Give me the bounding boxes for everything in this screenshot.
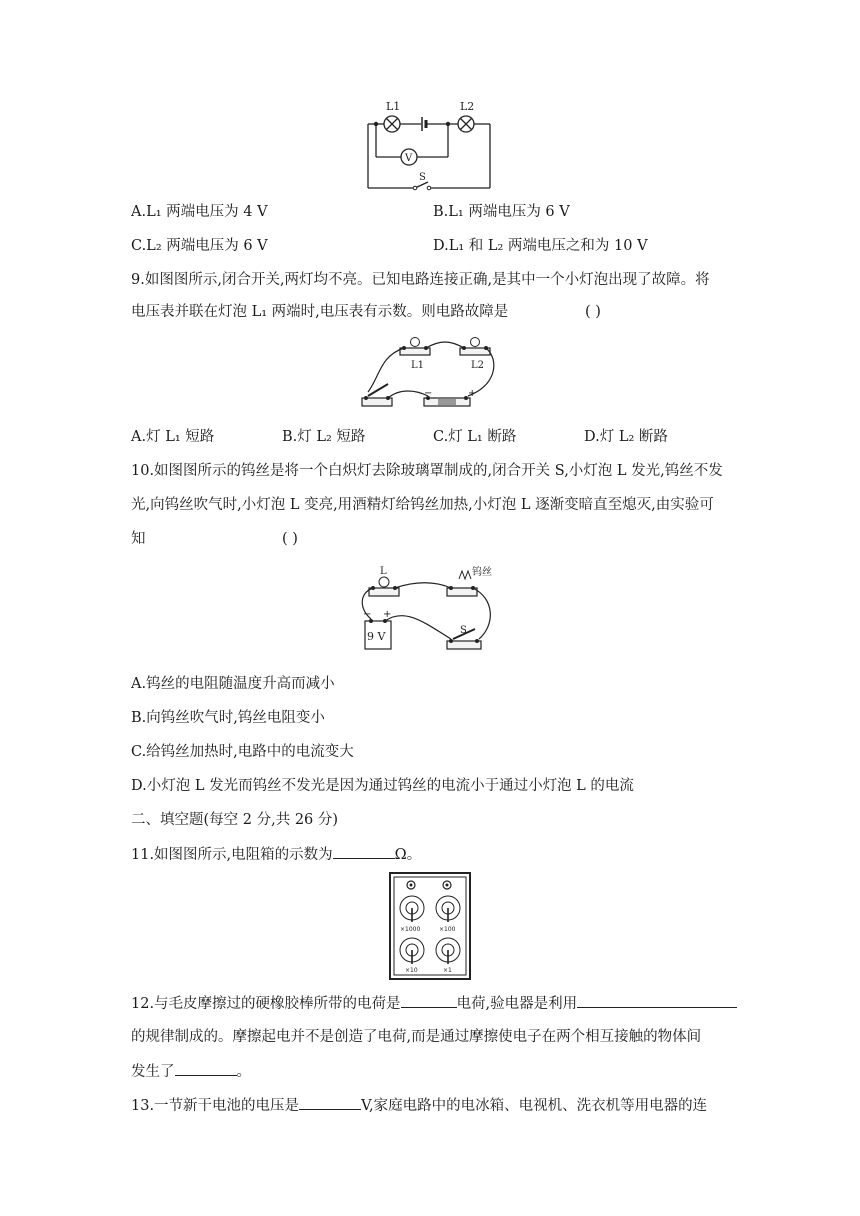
q11-text-after: Ω。	[394, 847, 422, 863]
q9-option-a: A.灯 L₁ 短路	[131, 429, 215, 445]
q12-answer-blank-1[interactable]	[401, 993, 457, 1008]
q9-switch-lever	[368, 384, 388, 396]
label-x10: ×10	[405, 967, 418, 974]
section2-title: 二、填空题(每空 2 分,共 26 分)	[131, 812, 339, 828]
q11-resistance-box	[389, 872, 471, 980]
q12-text-part1: 12.与毛皮摩擦过的硬橡胶棒所带的电荷是	[131, 996, 401, 1012]
label-l1: L1	[386, 100, 401, 113]
q9-answer-paren: ( )	[585, 304, 601, 320]
q12-answer-blank-2[interactable]	[577, 993, 737, 1008]
q9-option-c: C.灯 L₁ 断路	[433, 429, 517, 445]
q10-option-b: B.向钨丝吹气时,钨丝电阻变小	[131, 710, 325, 726]
q12-text-line3-after: 。	[236, 1064, 251, 1080]
label-x1000: ×1000	[400, 926, 421, 933]
q10-label-battery: 9 V	[367, 630, 386, 643]
label-x1: ×1	[443, 967, 452, 974]
q9-label-plus: +	[468, 388, 477, 399]
q8-option-d: D.L₁ 和 L₂ 两端电压之和为 10 V	[433, 238, 648, 254]
label-x100: ×100	[439, 926, 456, 933]
q8-option-b: B.L₁ 两端电压为 6 V	[433, 204, 570, 220]
q11-text-before: 11.如图图所示,电阻箱的示数为	[131, 847, 333, 863]
q8-option-a: A.L₁ 两端电压为 4 V	[131, 204, 268, 220]
q10-option-d: D.小灯泡 L 发光而钨丝不发光是因为通过钨丝的电流小于通过小灯泡 L 的电流	[131, 778, 634, 794]
q8-circuit-diagram	[362, 98, 496, 192]
q10-tungsten-filament	[459, 571, 471, 579]
q10-circuit-diagram	[355, 563, 505, 658]
q10-label-s: S	[460, 625, 467, 636]
q10-stem-line3: 知	[131, 531, 146, 547]
label-v: V	[405, 153, 413, 164]
q11-stem	[131, 844, 421, 865]
q9-bulb-l1	[411, 338, 420, 347]
label-l2: L2	[460, 100, 475, 113]
q9-option-d: D.灯 L₂ 断路	[584, 429, 668, 445]
q10-stem-line2: 光,向钨丝吹气时,小灯泡 L 变亮,用酒精灯给钨丝加热,小灯泡 L 逐渐变暗直至熄灭,由实验可	[131, 497, 714, 513]
label-s: S	[419, 172, 426, 183]
q10-answer-paren: ( )	[282, 531, 298, 547]
q9-label-minus: −	[424, 388, 433, 399]
q12-stem-line3	[131, 1061, 251, 1082]
q10-label-tungsten: 钨丝	[472, 567, 492, 578]
q12-stem-line1	[131, 993, 737, 1014]
q10-option-a: A.钨丝的电阻随温度升高而减小	[131, 676, 335, 692]
q10-option-c: C.给钨丝加热时,电路中的电流变大	[131, 744, 354, 760]
q12-answer-blank-3[interactable]	[175, 1061, 237, 1076]
q10-stem-line1: 10.如图图所示的钨丝是将一个白炽灯去除玻璃罩制成的,闭合开关 S,小灯泡 L 发光,钨丝不发	[131, 463, 723, 479]
q13-answer-blank-1[interactable]	[299, 1095, 361, 1110]
q12-stem-line2: 的规律制成的。摩擦起电并不是创造了电荷,而是通过摩擦使电子在两个相互接触的物体间	[131, 1029, 702, 1045]
q9-circuit-diagram	[360, 336, 500, 416]
q10-bulb-l	[379, 577, 389, 587]
q10-label-plus: +	[383, 609, 392, 620]
q9-stem-line2: 电压表并联在灯泡 L₁ 两端时,电压表有示数。则电路故障是	[131, 304, 509, 320]
q10-label-l: L	[380, 566, 387, 577]
q12-text-part2: 电荷,验电器是利用	[456, 996, 578, 1012]
q8-option-c: C.L₂ 两端电压为 6 V	[131, 238, 268, 254]
q13-text-part2: V,家庭电路中的电冰箱、电视机、洗衣机等用电器的连	[361, 1098, 708, 1114]
q11-answer-blank[interactable]	[333, 844, 395, 859]
q9-stem-line1: 9.如图图所示,闭合开关,两灯均不亮。已知电路连接正确,是其中一个小灯泡出现了故障。将	[131, 272, 710, 288]
q12-text-line3-before: 发生了	[131, 1064, 175, 1080]
q13-text-part1: 13.一节新干电池的电压是	[131, 1098, 300, 1114]
q10-label-minus: −	[363, 609, 372, 620]
q9-option-b: B.灯 L₂ 短路	[282, 429, 366, 445]
q13-stem-line1	[131, 1095, 707, 1116]
q9-label-l1: L1	[411, 360, 425, 371]
q9-bulb-l2	[471, 338, 480, 347]
q9-label-l2: L2	[471, 360, 485, 371]
